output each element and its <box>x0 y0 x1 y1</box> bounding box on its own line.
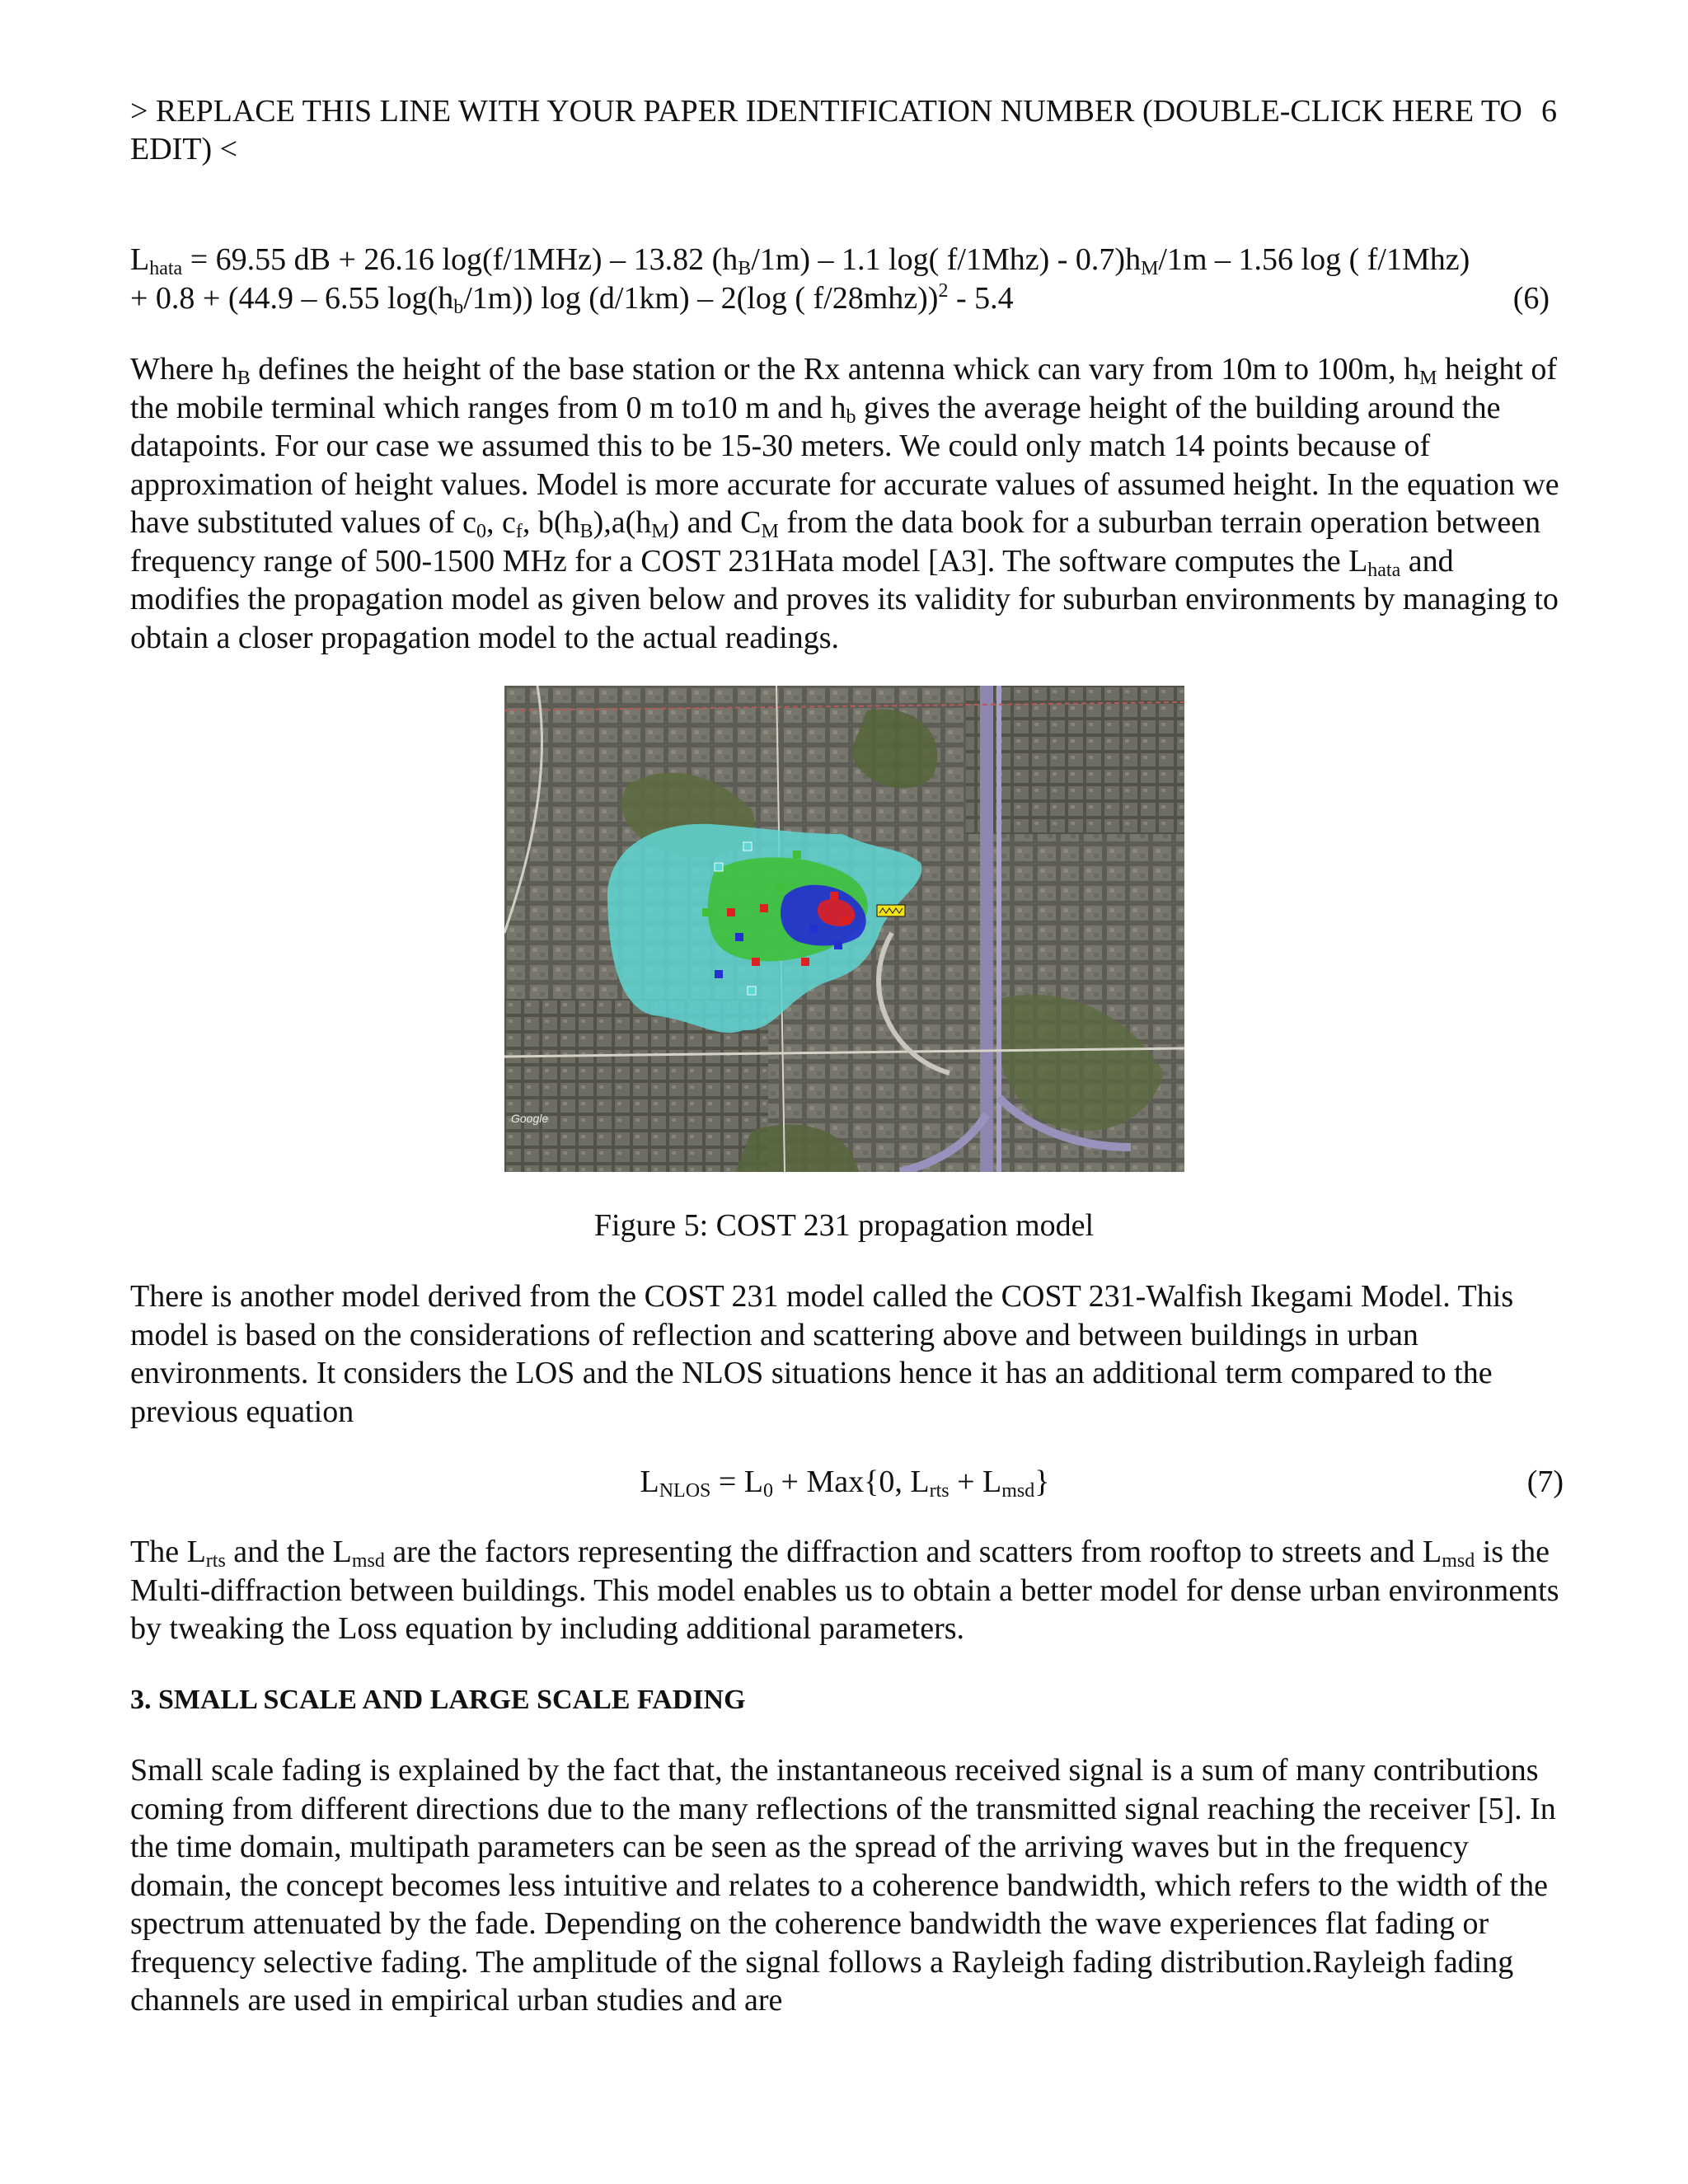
map-logo: Google <box>511 1112 549 1125</box>
paragraph-small-scale-fading: Small scale fading is explained by the fact that, the instantaneous received signal is a sum of many contributions coming from different directions due to the many reflections of the transmitted signal reaching the receiver [5]. In the time domain, multipath parameters can be seen as the spread of the arriving waves but in the frequency domain, the concept becomes less intuitive and relates to a coherence bandwidth, which refers to the width of the spectrum attenuated by the fade. Depending on the coherence bandwidth the wave experiences flat fading or frequency selective fading. The amplitude of the signal follows a Rayleigh fading distribution.Rayleigh fading channels are used in empirical urban studies and are <box>130 1753 1556 2018</box>
equation-6 <box>130 241 1559 317</box>
equation-6-number: (6) <box>1512 280 1550 316</box>
equation-7: $L_{NLOS} = L_0 + Max\{0$, $L_{rts} + L_{msd}$} (7) <box>640 1465 1564 1502</box>
paragraph-hata-explanation: Where $h_B$ defines the height of the base station or the Rx antenna whick can vary from 10m to 100m, $h_M$ height of the mobile terminal which ranges from 0 m to10 m and $h_b$ gives the average height of the building around the datapoints. For our case we assumed this to be 15-30 meters. We could only match 14 points because of approximation of height values. Model is more accurate for accurate values of assumed height. In the equation we have substituted values of $c_0$, $c_f$, $b(h_B),a(h_M)$ and $C_M$ from the data book for a suburban terrain operation between frequency range of 500-1500 MHz for a COST 231Hata model [A3]. The software computes the $L_{hata}$ and modifies the propagation model as given below and proves its validity for suburban environments by managing to obtain a closer propagation model to the actual readings. <box>130 352 1559 655</box>
equation-6-line-2: + 0.8 + (44.9 – 6.55 $\log(h_b/1m)$) log (d/1km) – 2(log ( f/28mhz))$^2$ - 5.4 (6) <box>130 279 1550 318</box>
page-number: 6 <box>1541 94 1557 129</box>
figure-5-caption: Figure 5: COST 231 propagation model <box>593 1208 1095 1243</box>
section-3-heading: 3. SMALL SCALE AND LARGE SCALE FADING <box>130 1685 746 1715</box>
figure-5-coverage-map <box>504 686 1184 1172</box>
page-header: > REPLACE THIS LINE WITH YOUR PAPER IDENTIFICATION NUMBER (DOUBLE-CLICK HERE TO EDIT) < <box>130 94 1522 166</box>
equation-6-line-1: $L_{hata} = 69.55$ dB + 26.16 log(f/1MHz) – 13.82 $(h_B/1m) - 1.1$ log( $f/1Mhz) - 0.7)h_M/1m - 1.56$ log ( f/1Mhz) <box>130 242 1470 279</box>
equation-7-number: (7) <box>1526 1465 1564 1499</box>
paragraph-lrts-lmsd: The $L_{rts}$ and the $L_{msd}$ are the factors representing the diffraction and scatters from rooftop to streets and $L_{msd}$ is the Multi-diffraction between buildings. This model enables us to obtain a better model for dense urban environments by tweaking the Loss equation by including additional parameters. <box>130 1535 1559 1646</box>
paragraph-walfish-ikegami: There is another model derived from the COST 231 model called the COST 231-Walfish Ikegami Model. This model is based on the considerations of reflection and scattering above and between buildings in urban environments. It considers the LOS and the NLOS situations hence it has an additional term compared to the previous equation <box>130 1279 1514 1429</box>
